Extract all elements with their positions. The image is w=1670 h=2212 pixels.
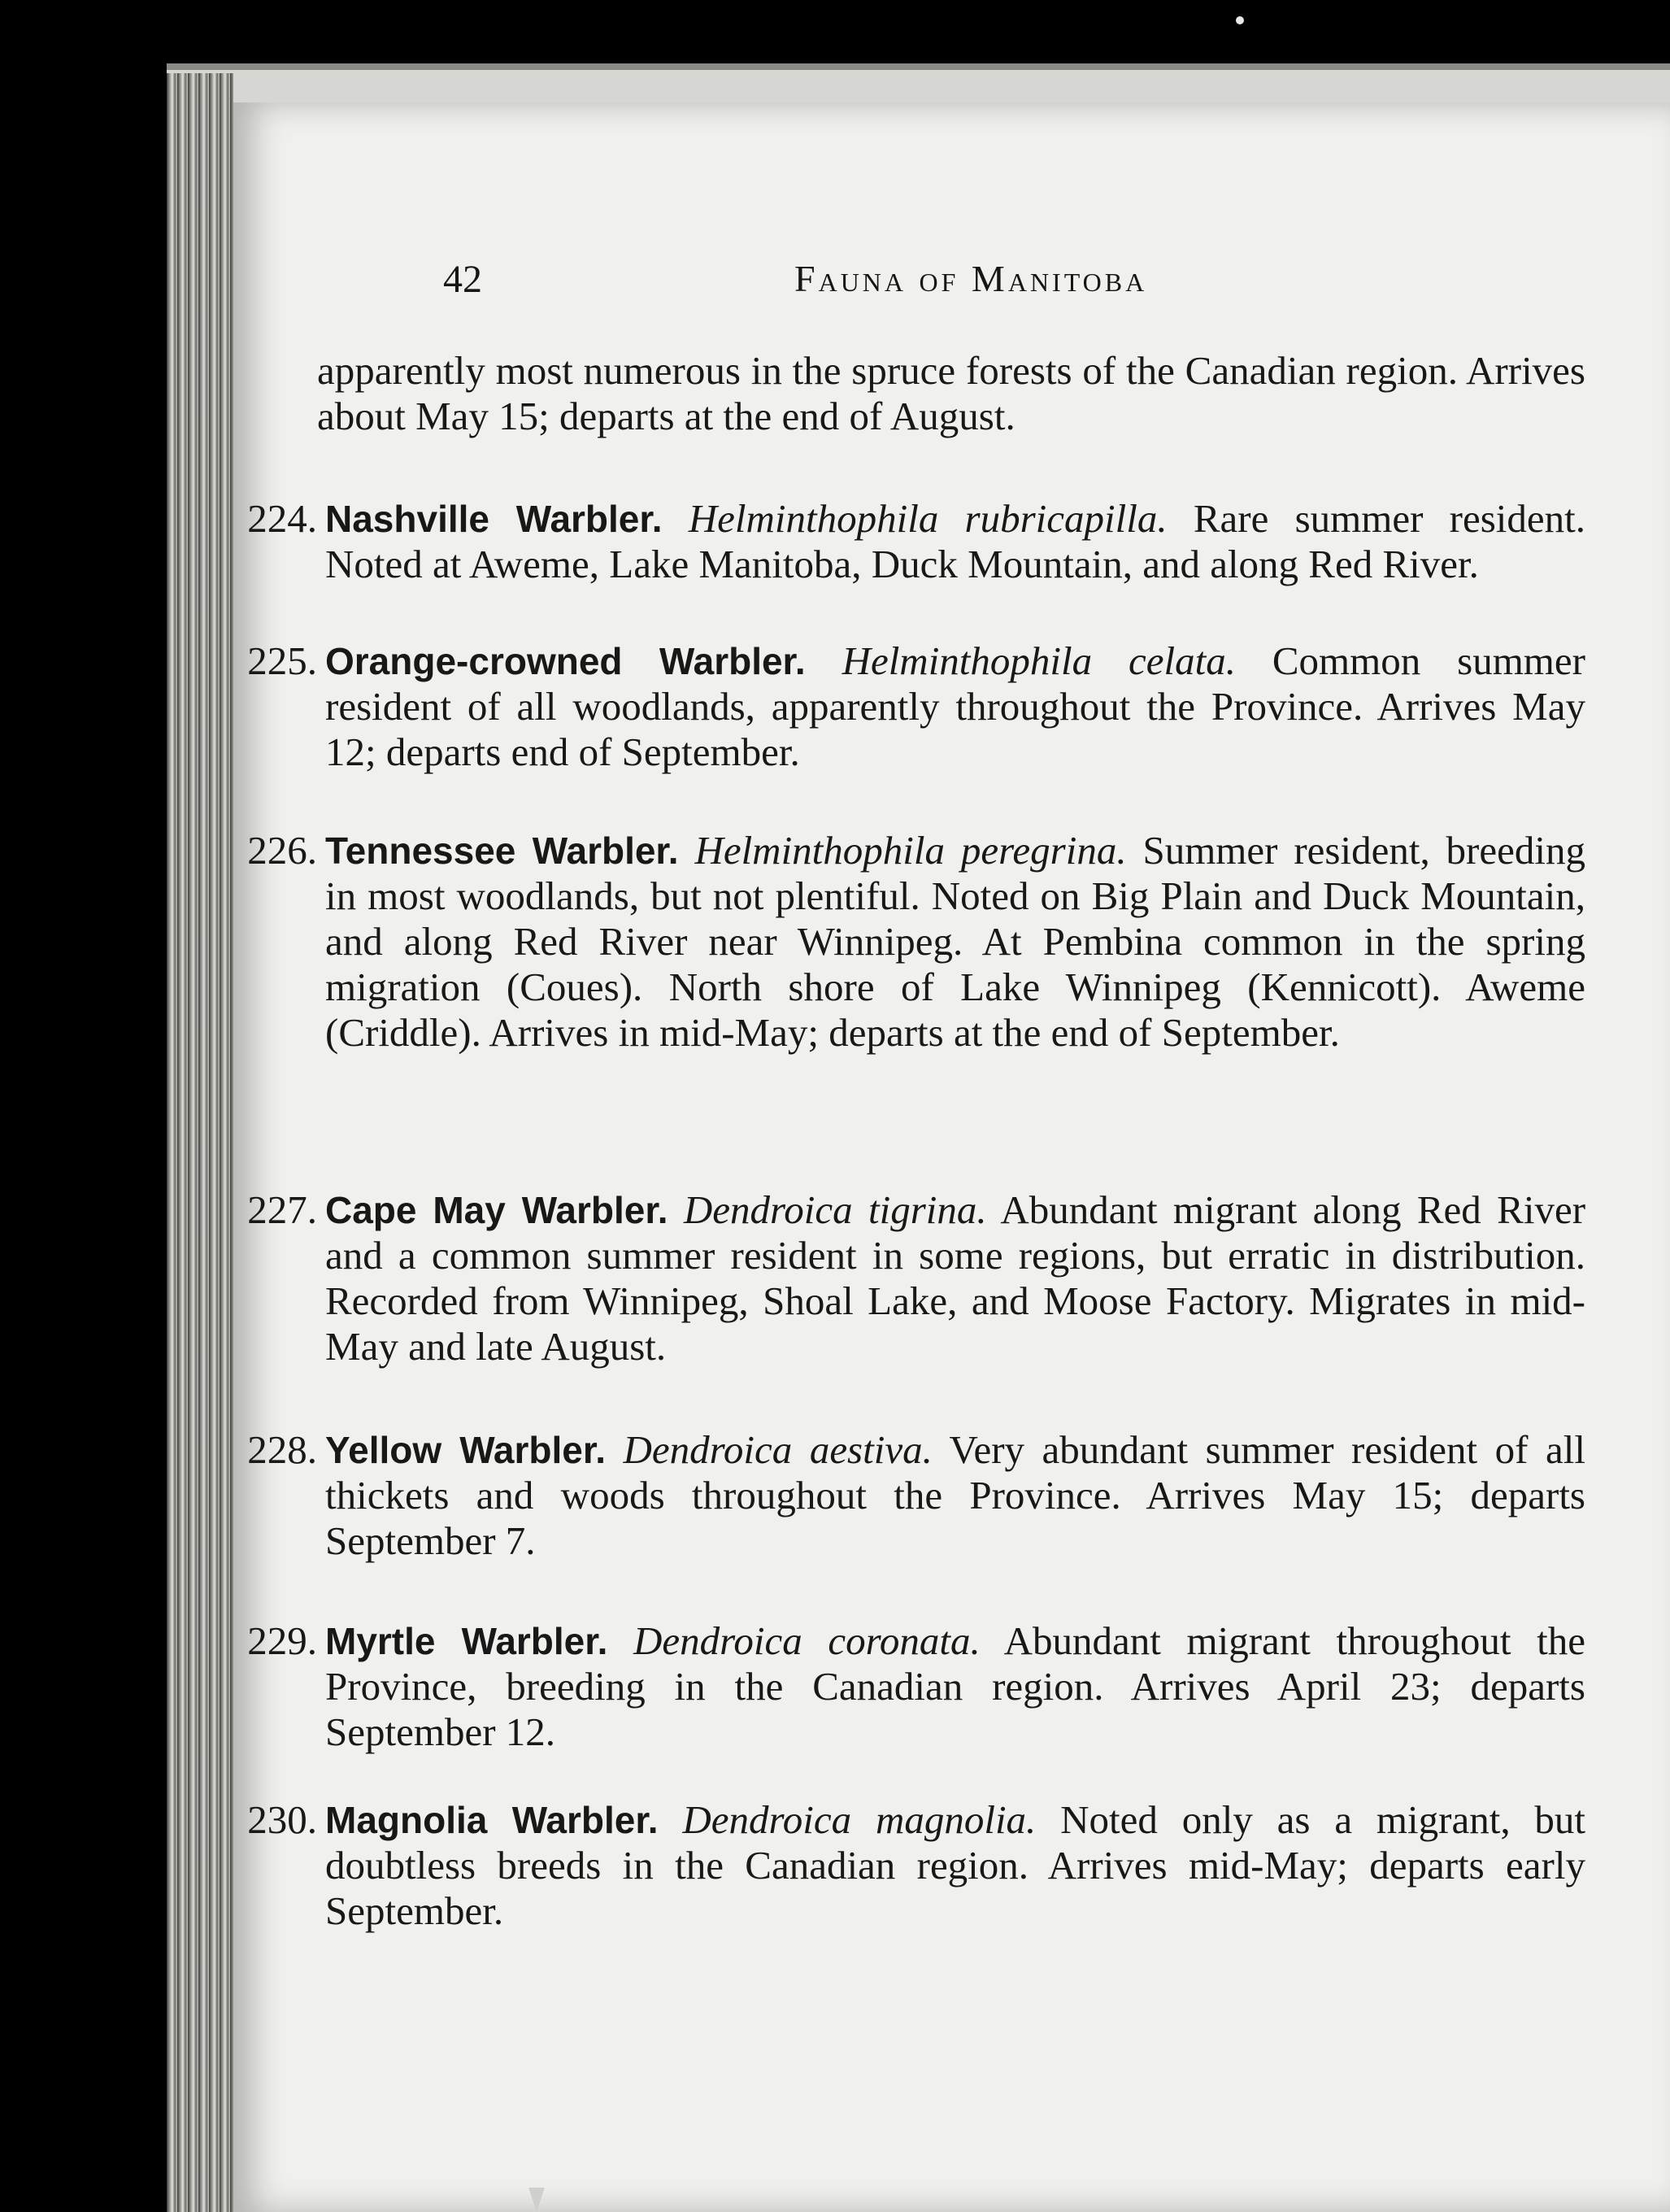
common-name: Cape May Warbler. — [325, 1189, 668, 1231]
common-name: Nashville Warbler. — [325, 498, 663, 540]
continuation-paragraph: apparently most numerous in the spruce forests of the Canadian region. Arrives about May 15; departs at the end of August. — [317, 348, 1585, 438]
scientific-name: Dendroica coronata. — [633, 1618, 981, 1663]
entry-number: 230. — [247, 1797, 317, 1842]
entry-number: 227. — [247, 1187, 317, 1232]
entry-body — [325, 1797, 1585, 1934]
scientific-name: Dendroica magnolia. — [682, 1797, 1037, 1842]
page-number: 42 — [443, 258, 482, 301]
common-name: Orange-crowned Warbler. — [325, 640, 806, 682]
entry-body — [325, 638, 1585, 775]
entry-description: Abundant migrant along Red River and a common summer resident in some regions, but erratic in distribution. Recorded from Winnipeg, Shoal Lake, and Moose Factory. Migrates in mid-May and late August. — [325, 1187, 1586, 1369]
scientific-name: Helminthophila peregrina. — [694, 828, 1127, 873]
entry-description: Very abundant summer resident of all thickets and woods throughout the Province. Arrives May 15; departs September 7. — [325, 1427, 1585, 1563]
scientific-name: Dendroica aestiva. — [623, 1427, 933, 1472]
common-name: Yellow Warbler. — [325, 1429, 607, 1471]
entry-body — [325, 1618, 1585, 1755]
entry-number: 225. — [247, 638, 317, 683]
scientific-name: Helminthophila celata. — [842, 638, 1236, 683]
scan-speck — [1236, 16, 1244, 24]
entry-body — [325, 1427, 1585, 1564]
page-stack-edges — [167, 73, 233, 2212]
entry-description: Rare summer resident. Noted at Aweme, Lake Manitoba, Duck Mountain, and along Red River. — [325, 496, 1585, 586]
entry-body — [325, 1187, 1585, 1369]
running-title: Fauna of Manitoba — [794, 258, 1148, 299]
entry-number: 229. — [247, 1618, 317, 1663]
scientific-name: Dendroica tigrina. — [683, 1187, 987, 1232]
entry-description: Abundant migrant throughout the Province, breeding in the Canadian region. Arrives April 23; departs September 12. — [325, 1618, 1586, 1754]
page-header — [233, 257, 1670, 322]
entry-body — [325, 828, 1585, 1056]
common-name: Tennessee Warbler. — [325, 830, 679, 872]
entry-body — [325, 496, 1585, 587]
entry-number: 228. — [247, 1427, 317, 1472]
entry-description: Summer resident, breeding in most woodlands, but not plentiful. Noted on Big Plain and Duck Mountain, and along Red River near Winnipeg. At Pembina common in the spring migration (Coues). North shore of Lake Winnipeg (Kennicott). Aweme (Criddle). Arrives in mid-May; departs at the end of September. — [325, 828, 1585, 1055]
entry-number: 226. — [247, 828, 317, 873]
common-name: Magnolia Warbler. — [325, 1799, 659, 1841]
entry-number: 224. — [247, 496, 317, 541]
scientific-name: Helminthophila rubricapilla. — [688, 496, 1168, 541]
entry-description: Common summer resident of all woodlands, apparently throughout the Province. Arrives May 12; departs end of September. — [325, 638, 1585, 774]
entry-description: Noted only as a migrant, but doubtless breeds in the Canadian region. Arrives mid-May; departs early September. — [325, 1797, 1586, 1933]
common-name: Myrtle Warbler. — [325, 1620, 608, 1662]
